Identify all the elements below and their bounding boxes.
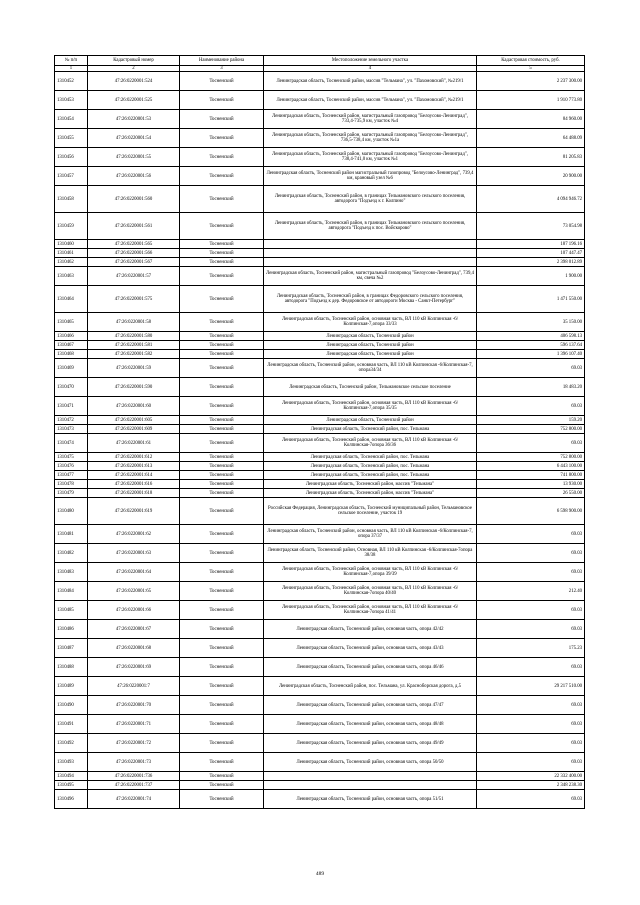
location-cell: Ленинградская область, Тосненский район — [264, 341, 477, 350]
table-row — [55, 677, 585, 696]
row-number-cell: 1310478 — [55, 480, 88, 489]
district-cell: Тосненский — [180, 582, 264, 601]
cadastral-number-cell: 47:26:0220001:73 — [88, 753, 180, 772]
table-row — [55, 696, 585, 715]
row-number-cell: 1310472 — [55, 416, 88, 425]
district-cell: Тосненский — [180, 471, 264, 480]
cadastral-number-cell: 47:26:0220001:613 — [88, 462, 180, 471]
cadastral-number-cell: 47:26:0220001:67 — [88, 620, 180, 639]
table-row — [55, 601, 585, 620]
column-number: 3 — [180, 66, 264, 72]
header-cell-number: № п/п — [55, 56, 88, 66]
table-row — [55, 453, 585, 462]
row-number-cell: 1310491 — [55, 715, 88, 734]
table-row — [55, 715, 585, 734]
location-cell: Ленинградская область, Тосненский район, основная часть, ВЛ 110 кВ Колпинская -6/Колпинская-7,опора 33/33 — [264, 313, 477, 332]
table-row — [55, 772, 585, 781]
district-cell: Тосненский — [180, 397, 264, 416]
table-row — [55, 480, 585, 489]
table-row — [55, 350, 585, 359]
cadastral-number-cell: 47:26:0220001:64 — [88, 563, 180, 582]
cadastral-number-cell: 47:26:0220001:609 — [88, 425, 180, 434]
row-number-cell: 1310453 — [55, 91, 88, 110]
location-cell: Ленинградская область, Тосненский район, основная часть, ВЛ 110 кВ Колпинская -6/Колпинская-7,опора 35/35 — [264, 397, 477, 416]
district-cell: Тосненский — [180, 167, 264, 186]
table-row — [55, 267, 585, 286]
header-cell-cost: Кадастровая стоимость, руб. — [477, 56, 585, 66]
cadastral-number-cell: 47:26:0220001:582 — [88, 350, 180, 359]
table-row — [55, 563, 585, 582]
row-number-cell: 1310487 — [55, 639, 88, 658]
district-cell: Тосненский — [180, 620, 264, 639]
cost-cell: 13 930.00 — [477, 480, 585, 489]
cost-cell: 175.23 — [477, 639, 585, 658]
row-number-cell: 1310455 — [55, 129, 88, 148]
cost-cell: 741 800.00 — [477, 471, 585, 480]
header-cell-location: Местоположение земельного участка — [264, 56, 477, 66]
table-row — [55, 489, 585, 498]
cadastral-number-cell: 47:26:0220001:7 — [88, 677, 180, 696]
cost-cell: 22 332 400.00 — [477, 772, 585, 781]
cost-cell: 69.03 — [477, 753, 585, 772]
cost-cell: 69.03 — [477, 790, 585, 809]
district-cell: Тосненский — [180, 258, 264, 267]
row-number-cell: 1310485 — [55, 601, 88, 620]
row-number-cell: 1310486 — [55, 620, 88, 639]
location-cell: Ленинградская область, Тосненский район, массив "Тельмана" — [264, 480, 477, 489]
row-number-cell: 1310489 — [55, 677, 88, 696]
location-cell: Ленинградская область, Тосненский район, Тельмановское сельское поселение — [264, 378, 477, 397]
cadastral-number-cell: 47:26:0220001:616 — [88, 480, 180, 489]
district-cell: Тосненский — [180, 677, 264, 696]
cost-cell: 69.03 — [477, 696, 585, 715]
district-cell: Тосненский — [180, 498, 264, 525]
cost-cell: 1 900.00 — [477, 267, 585, 286]
cost-cell: 4 094 946.72 — [477, 186, 585, 213]
district-cell: Тосненский — [180, 601, 264, 620]
cost-cell: 69.03 — [477, 715, 585, 734]
cost-cell: 73 054.98 — [477, 213, 585, 240]
district-cell: Тосненский — [180, 753, 264, 772]
cost-cell: 2 237 300.00 — [477, 72, 585, 91]
district-cell: Тосненский — [180, 378, 264, 397]
cadastral-number-cell: 47:26:0220001:737 — [88, 781, 180, 790]
cost-cell: 29 217 510.00 — [477, 677, 585, 696]
table-row — [55, 425, 585, 434]
cadastral-table — [54, 55, 585, 809]
district-cell: Тосненский — [180, 425, 264, 434]
cadastral-number-cell: 47:26:0220001:612 — [88, 453, 180, 462]
cadastral-number-cell: 47:26:0220001:62 — [88, 525, 180, 544]
table-row — [55, 332, 585, 341]
cost-cell: 752 800.00 — [477, 425, 585, 434]
location-cell — [264, 240, 477, 249]
cost-cell: 1 910 773.80 — [477, 91, 585, 110]
table-row — [55, 734, 585, 753]
location-cell: Ленинградская область, Тосненский район, основная часть, ВЛ 110 кВ Колпинская -6/Колпинская-7опора 40/40 — [264, 582, 477, 601]
column-number: 5 — [477, 66, 585, 72]
location-cell — [264, 772, 477, 781]
table-row — [55, 790, 585, 809]
district-cell: Тосненский — [180, 359, 264, 378]
location-cell: Ленинградская область, Тосненский район — [264, 416, 477, 425]
row-number-cell: 1310484 — [55, 582, 88, 601]
location-cell: Ленинградская область, Тосненский район, пос. Тельмана — [264, 462, 477, 471]
table-row — [55, 498, 585, 525]
header-cell-district: Наименование района — [180, 56, 264, 66]
table-row — [55, 167, 585, 186]
location-cell: Ленинградская область, Тосненский район магистральный газопровод "Белоусово-Ленинград", 739,4 км, крановый узел №6 — [264, 167, 477, 186]
cadastral-number-cell: 47:26:0220001:57 — [88, 267, 180, 286]
row-number-cell: 1310483 — [55, 563, 88, 582]
district-cell: Тосненский — [180, 286, 264, 313]
cadastral-number-cell: 47:26:0220001:61 — [88, 434, 180, 453]
cadastral-number-cell: 47:26:0220001:618 — [88, 489, 180, 498]
cadastral-number-cell: 47:26:0220001:60 — [88, 397, 180, 416]
cadastral-number-cell: 47:26:0220001:53 — [88, 110, 180, 129]
cost-cell: 6 443 100.00 — [477, 462, 585, 471]
location-cell: Ленинградская область, Тосненский район, магистральный газопровод "Белоусово-Ленинград", 738,4-741,0 км, участок №1 — [264, 148, 477, 167]
cost-cell: 69.03 — [477, 601, 585, 620]
district-cell: Тосненский — [180, 715, 264, 734]
district-cell: Тосненский — [180, 563, 264, 582]
table-row — [55, 240, 585, 249]
header-row — [55, 56, 585, 66]
cadastral-number-cell: 47:26:0220001:566 — [88, 249, 180, 258]
row-number-cell: 1310462 — [55, 258, 88, 267]
table-row — [55, 258, 585, 267]
district-cell: Тосненский — [180, 416, 264, 425]
location-cell — [264, 258, 477, 267]
row-number-cell: 1310452 — [55, 72, 88, 91]
row-number-cell: 1310473 — [55, 425, 88, 434]
district-cell: Тосненский — [180, 341, 264, 350]
district-cell: Тосненский — [180, 639, 264, 658]
cost-cell: 69.03 — [477, 434, 585, 453]
cost-cell: 69.03 — [477, 544, 585, 563]
cadastral-number-cell: 47:26:0220001:581 — [88, 341, 180, 350]
cadastral-number-cell: 47:26:0220001:56 — [88, 167, 180, 186]
district-cell: Тосненский — [180, 213, 264, 240]
district-cell: Тосненский — [180, 110, 264, 129]
cost-cell: 212.40 — [477, 582, 585, 601]
cost-cell: 64 488.09 — [477, 129, 585, 148]
cadastral-number-cell: 47:26:0220001:565 — [88, 240, 180, 249]
location-cell: Ленинградская область, Тосненский район, основная часть, опора 47/47 — [264, 696, 477, 715]
location-cell: Ленинградская область, Тосненский район, основная часть, опора 46/46 — [264, 658, 477, 677]
location-cell: Ленинградская область, Тосненский район, основная часть, ВЛ 110 кВ Колпинская -6/Колпинская-7,опора 39/39 — [264, 563, 477, 582]
row-number-cell: 1310464 — [55, 286, 88, 313]
table-row — [55, 753, 585, 772]
row-number-cell: 1310481 — [55, 525, 88, 544]
table-body — [55, 72, 585, 809]
table-row — [55, 148, 585, 167]
cadastral-number-cell: 47:26:0220001:605 — [88, 416, 180, 425]
table-row — [55, 378, 585, 397]
location-cell: Ленинградская область, Тосненский район, основная часть, опора 49/49 — [264, 734, 477, 753]
cadastral-number-cell: 47:26:0220001:69 — [88, 658, 180, 677]
row-number-cell: 1310457 — [55, 167, 88, 186]
row-number-cell: 1310496 — [55, 790, 88, 809]
row-number-cell: 1310463 — [55, 267, 88, 286]
location-cell — [264, 781, 477, 790]
row-number-cell: 1310482 — [55, 544, 88, 563]
table-row — [55, 110, 585, 129]
column-number: 1 — [55, 66, 88, 72]
cost-cell: 69.03 — [477, 734, 585, 753]
location-cell: Ленинградская область, Тосненский район, основная часть, опора 42/42 — [264, 620, 477, 639]
location-cell: Ленинградская область, Тосненский район, в границах Федоровского сельского поселения, автодорога "Подъезд к дер. Федоровское от автодороги Москва - Санкт-Петербург" — [264, 286, 477, 313]
cadastral-number-cell: 47:26:0220001:71 — [88, 715, 180, 734]
table-row — [55, 91, 585, 110]
cadastral-number-cell: 47:26:0220001:63 — [88, 544, 180, 563]
district-cell: Тосненский — [180, 434, 264, 453]
cadastral-number-cell: 47:26:0220001:590 — [88, 378, 180, 397]
cost-cell: 752 800.00 — [477, 453, 585, 462]
location-cell: Ленинградская область, Тосненский район, в границах Тельмановского сельского поселения, автодорога "Подъезд к г. Колпино" — [264, 186, 477, 213]
cost-cell: 406 598.13 — [477, 332, 585, 341]
cadastral-number-cell: 47:26:0220001:65 — [88, 582, 180, 601]
cost-cell: 81 205.83 — [477, 148, 585, 167]
cost-cell: 2 398 012.89 — [477, 258, 585, 267]
district-cell: Тосненский — [180, 790, 264, 809]
district-cell: Тосненский — [180, 658, 264, 677]
cost-cell: 20 900.00 — [477, 167, 585, 186]
location-cell: Ленинградская область, Тосненский район, в границах Тельмановского сельского поселения, автодорога "Подъезд к пос. Войскорово" — [264, 213, 477, 240]
row-number-cell: 1310477 — [55, 471, 88, 480]
location-cell: Ленинградская область, Тосненский район, основная часть, опора 43/43 — [264, 639, 477, 658]
table-row — [55, 249, 585, 258]
cost-cell: 26 550.00 — [477, 489, 585, 498]
location-cell: Ленинградская область, Тосненский район, массив "Тельмана" — [264, 489, 477, 498]
row-number-cell: 1310490 — [55, 696, 88, 715]
row-number-cell: 1310479 — [55, 489, 88, 498]
table-row — [55, 313, 585, 332]
district-cell: Тосненский — [180, 129, 264, 148]
cost-cell: 69.03 — [477, 397, 585, 416]
district-cell: Тосненский — [180, 489, 264, 498]
cost-cell: 6 598 900.00 — [477, 498, 585, 525]
location-cell: Ленинградская область, Тосненский район, основная часть, опора 50/50 — [264, 753, 477, 772]
table-row — [55, 525, 585, 544]
district-cell: Тосненский — [180, 734, 264, 753]
district-cell: Тосненский — [180, 696, 264, 715]
cadastral-number-cell: 47:26:0220001:575 — [88, 286, 180, 313]
row-number-cell: 1310492 — [55, 734, 88, 753]
district-cell: Тосненский — [180, 249, 264, 258]
row-number-cell: 1310493 — [55, 753, 88, 772]
cost-cell: 69.03 — [477, 620, 585, 639]
location-cell: Российская Федерация, Ленинградская область, Тосненский муниципальный район, Тельмановское сельское поселение, участок 19 — [264, 498, 477, 525]
location-cell: Ленинградская область, Тосненский район, основная часть, ВЛ 110 кВ Колпинская -6/Колпинская-7, опора34/34 — [264, 359, 477, 378]
table-row — [55, 544, 585, 563]
column-number: 2 — [88, 66, 180, 72]
cost-cell: 69.03 — [477, 359, 585, 378]
table-row — [55, 72, 585, 91]
cost-cell: 1 396 107.40 — [477, 350, 585, 359]
row-number-cell: 1310495 — [55, 781, 88, 790]
location-cell: Ленинградская область, Тосненский район — [264, 332, 477, 341]
location-cell: Ленинградская область, Тосненский район, массив "Тельмана", уч. "Пахомовский", №219/1 — [264, 72, 477, 91]
cost-cell: 18 483.20 — [477, 378, 585, 397]
row-number-cell: 1310494 — [55, 772, 88, 781]
location-cell: Ленинградская область, Тосненский район, основная часть, опора 51/51 — [264, 790, 477, 809]
header-cell-cadastral-number: Кадастровый номер — [88, 56, 180, 66]
district-cell: Тосненский — [180, 332, 264, 341]
cost-cell: 107 447.47 — [477, 249, 585, 258]
cost-cell: 187 196.16 — [477, 240, 585, 249]
district-cell: Тосненский — [180, 453, 264, 462]
row-number-cell: 1310475 — [55, 453, 88, 462]
table-row — [55, 434, 585, 453]
district-cell: Тосненский — [180, 772, 264, 781]
cadastral-number-cell: 47:26:0220001:58 — [88, 313, 180, 332]
row-number-cell: 1310471 — [55, 397, 88, 416]
row-number-cell: 1310474 — [55, 434, 88, 453]
row-number-cell: 1310465 — [55, 313, 88, 332]
location-cell: Ленинградская область, Тосненский район, основная часть, ВЛ 110 кВ Колпинская -6/Колпинская-7опора 41/41 — [264, 601, 477, 620]
row-number-cell: 1310480 — [55, 498, 88, 525]
cadastral-number-cell: 47:26:0220001:68 — [88, 639, 180, 658]
district-cell: Тосненский — [180, 72, 264, 91]
row-number-cell: 1310460 — [55, 240, 88, 249]
table-row — [55, 471, 585, 480]
row-number-cell: 1310467 — [55, 341, 88, 350]
location-cell: Ленинградская область, Тосненский район, пос. Тельмана — [264, 425, 477, 434]
table-row — [55, 658, 585, 677]
location-cell: Ленинградская область, Тосненский район, пос. Тельмана, ул. Красноборская дорога, д.5 — [264, 677, 477, 696]
district-cell: Тосненский — [180, 781, 264, 790]
district-cell: Тосненский — [180, 240, 264, 249]
row-number-cell: 1310458 — [55, 186, 88, 213]
district-cell: Тосненский — [180, 186, 264, 213]
column-number: 4 — [264, 66, 477, 72]
cadastral-number-cell: 47:26:0220001:66 — [88, 601, 180, 620]
row-number-cell: 1310470 — [55, 378, 88, 397]
row-number-cell: 1310454 — [55, 110, 88, 129]
location-cell: Ленинградская область, Тосненский район — [264, 350, 477, 359]
cadastral-number-cell: 47:26:0220001:524 — [88, 72, 180, 91]
district-cell: Тосненский — [180, 480, 264, 489]
table-row — [55, 462, 585, 471]
row-number-cell: 1310456 — [55, 148, 88, 167]
location-cell: Ленинградская область, Тосненский район, Основная, ВЛ 110 кВ Колпинская -6/Колпинская-7опора 38/38 — [264, 544, 477, 563]
row-number-cell: 1310476 — [55, 462, 88, 471]
location-cell: Ленинградская область, Тосненский район, массив "Тельмана", уч. "Пахомовский", №219/1 — [264, 91, 477, 110]
cadastral-number-cell: 47:26:0220001:55 — [88, 148, 180, 167]
location-cell: Ленинградская область, Тосненский район, основная часть, ВЛ 110 кВ Колпинская -6/Колпинская-7опора 36/36 — [264, 434, 477, 453]
cadastral-number-cell: 47:26:0220001:619 — [88, 498, 180, 525]
district-cell: Тосненский — [180, 350, 264, 359]
cadastral-number-cell: 47:26:0220001:614 — [88, 471, 180, 480]
cadastral-number-cell: 47:26:0220001:74 — [88, 790, 180, 809]
cadastral-number-cell: 47:26:0220001:525 — [88, 91, 180, 110]
table-row — [55, 582, 585, 601]
table-row — [55, 213, 585, 240]
table-row — [55, 129, 585, 148]
row-number-cell: 1310466 — [55, 332, 88, 341]
table-row — [55, 286, 585, 313]
table-row — [55, 186, 585, 213]
cost-cell: 2 348 238.30 — [477, 781, 585, 790]
row-number-cell: 1310469 — [55, 359, 88, 378]
cost-cell: 69.03 — [477, 563, 585, 582]
cost-cell: 84 960.00 — [477, 110, 585, 129]
table-row — [55, 781, 585, 790]
cost-cell: 159.20 — [477, 416, 585, 425]
cost-cell: 596 137.64 — [477, 341, 585, 350]
cadastral-number-cell: 47:26:0220001:70 — [88, 696, 180, 715]
location-cell: Ленинградская область, Тосненский район, магистральный газопровод "Белоусово-Ленинград", 733,4-735,9 км, участок №4 — [264, 110, 477, 129]
cost-cell: 1 471 550.00 — [477, 286, 585, 313]
district-cell: Тосненский — [180, 313, 264, 332]
table-row — [55, 620, 585, 639]
location-cell: Ленинградская область, Тосненский район, магистральный газопровод "Белоусово-Ленинград", 739,4 км, свеча №2 — [264, 267, 477, 286]
district-cell: Тосненский — [180, 525, 264, 544]
cost-cell: 69.03 — [477, 525, 585, 544]
table-row — [55, 341, 585, 350]
cost-cell: 69.03 — [477, 658, 585, 677]
district-cell: Тосненский — [180, 544, 264, 563]
table-row — [55, 639, 585, 658]
cadastral-number-cell: 47:26:0220001:59 — [88, 359, 180, 378]
district-cell: Тосненский — [180, 267, 264, 286]
row-number-cell: 1310461 — [55, 249, 88, 258]
table-row — [55, 397, 585, 416]
location-cell — [264, 249, 477, 258]
location-cell: Ленинградская область, Тосненский район, пос. Тельмана — [264, 453, 477, 462]
location-cell: Ленинградская область, Тосненский район, основная часть, ВЛ 110 кВ Колпинская -6/Колпинская-7, опора 37/37 — [264, 525, 477, 544]
district-cell: Тосненский — [180, 462, 264, 471]
cadastral-number-cell: 47:26:0220001:567 — [88, 258, 180, 267]
cadastral-number-cell: 47:26:0220001:580 — [88, 332, 180, 341]
location-cell: Ленинградская область, Тосненский район, основная часть, опора 48/48 — [264, 715, 477, 734]
row-number-cell: 1310468 — [55, 350, 88, 359]
row-number-cell: 1310459 — [55, 213, 88, 240]
location-cell: Ленинградская область, Тосненский район, пос. Тельмана — [264, 471, 477, 480]
row-number-cell: 1310488 — [55, 658, 88, 677]
cadastral-number-cell: 47:26:0220001:54 — [88, 129, 180, 148]
cadastral-number-cell: 47:26:0220001:72 — [88, 734, 180, 753]
location-cell: Ленинградская область, Тосненский район, магистральный газопровод "Белоусово-Ленинград", 736,5-738,4 км, участок №1а — [264, 129, 477, 148]
cadastral-number-cell: 47:26:0220001:561 — [88, 213, 180, 240]
district-cell: Тосненский — [180, 148, 264, 167]
cadastral-number-cell: 47:26:0220001:736 — [88, 772, 180, 781]
cost-cell: 35 150.00 — [477, 313, 585, 332]
table-row — [55, 359, 585, 378]
cadastral-number-cell: 47:26:0220001:560 — [88, 186, 180, 213]
district-cell: Тосненский — [180, 91, 264, 110]
table-row — [55, 416, 585, 425]
page-number: 489 — [315, 871, 325, 877]
